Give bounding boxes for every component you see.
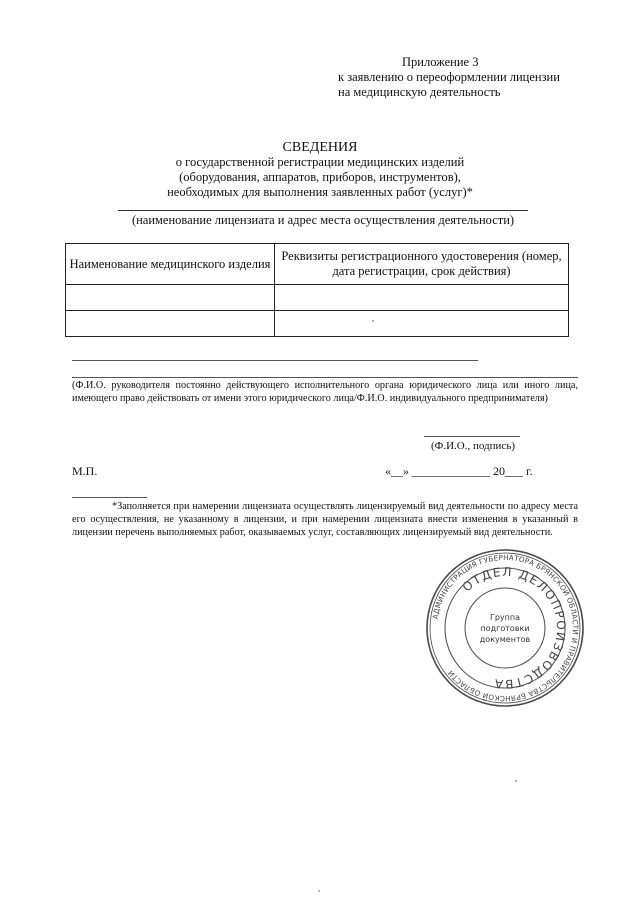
scan-speck: [515, 780, 517, 782]
title-main: СВЕДЕНИЯ: [282, 140, 358, 155]
footnote: *Заполняется при намерении лицензиата осуществлять лицензируемый вид деятельности по адресу места его осуществления, не указанному в лицензии, и при намерении лицензиата внести изменения в указанный в лицензии перечень выполняемых работ, оказываемых услуг, составляющих лицензируемый вид деятельности.: [72, 501, 578, 538]
licensee-input-line[interactable]: [118, 210, 528, 211]
title-sub-2: (оборудования, аппаратов, приборов, инструментов),: [179, 170, 461, 184]
table-cell[interactable]: [66, 311, 275, 337]
footnote-divider: [72, 497, 147, 498]
stamp-graphic: [425, 548, 585, 708]
licensee-caption: (наименование лицензиата и адрес места осуществления деятельности): [131, 213, 515, 227]
annex-reference-cont: на медицинскую деятельность: [338, 85, 501, 99]
annex-number: Приложение 3: [402, 55, 479, 69]
head-name-line-1[interactable]: [72, 360, 478, 361]
table-row: [66, 311, 569, 337]
table-row: [66, 285, 569, 311]
seal-placeholder: М.П.: [72, 464, 98, 478]
official-stamp: [425, 548, 585, 708]
head-caption: (Ф.И.О. руководителя постоянно действующего исполнительного органа юридического лица или иного лица, имеющего право действовать от имени этого юридического лица/Ф.И.О. индивидуального предпринимателя): [72, 380, 578, 404]
signature-caption: (Ф.И.О., подпись): [431, 440, 515, 452]
stamp-center-line-3: документов: [479, 635, 531, 644]
stamp-outer-text: АДМИНИСТРАЦИЯ ГУБЕРНАТОРА БРЯНСКОЙ ОБЛАСТИ И ПРАВИТЕЛЬСТВА БРЯНСКОЙ ОБЛАСТИ: [430, 552, 581, 704]
table-cell[interactable]: [66, 285, 275, 311]
head-name-line-2[interactable]: [72, 377, 578, 378]
title-sub-3: необходимых для выполнения заявленных работ (услуг)*: [167, 185, 473, 199]
table-cell[interactable]: [275, 311, 569, 337]
column-header-certificate: Реквизиты регистрационного удостоверения (номер, дата регистрации, срок действия): [275, 244, 569, 285]
annex-reference: к заявлению о переоформлении лицензии: [338, 70, 560, 84]
stamp-ring-text: ОТДЕЛ ДЕЛОПРОИЗВОДСТВА: [459, 564, 569, 692]
devices-table: [65, 243, 569, 337]
annex-header: [300, 55, 600, 100]
scan-speck: [372, 320, 374, 322]
signature-line[interactable]: [424, 436, 520, 437]
title-sub-1: о государственной регистрации медицинских изделий: [175, 155, 465, 169]
table-header-row: [66, 244, 569, 285]
column-header-device-name: Наименование медицинского изделия: [66, 244, 275, 285]
table-cell[interactable]: [275, 285, 569, 311]
date-line[interactable]: «__» _____________ 20___ г.: [385, 464, 533, 478]
stamp-center-line-2: подготовки: [480, 624, 530, 633]
document-title: [60, 140, 580, 200]
stamp-center-line-1: Группа: [489, 613, 521, 622]
scan-speck: [318, 890, 320, 892]
